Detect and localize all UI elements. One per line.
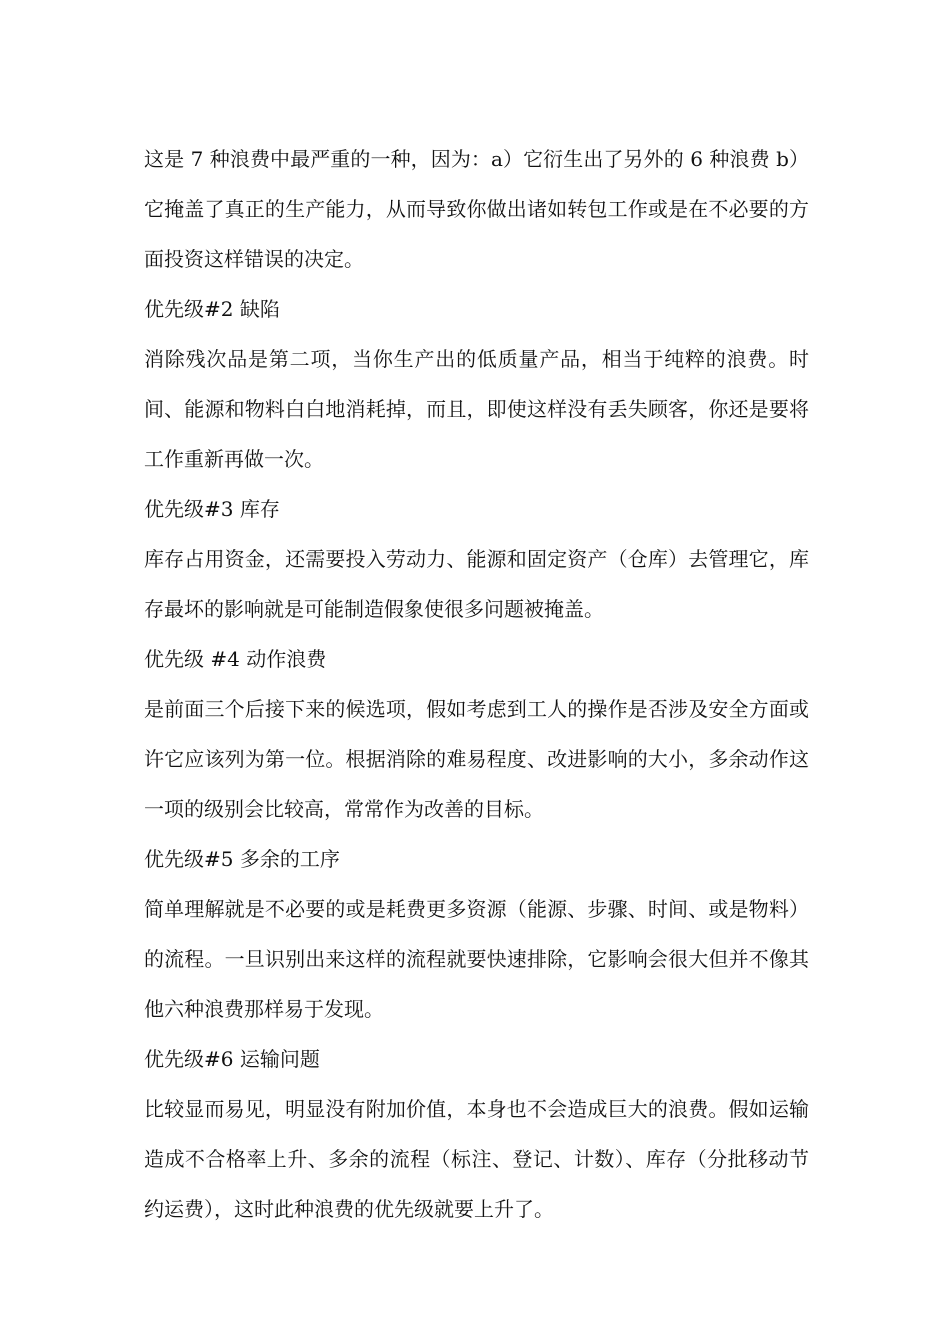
heading-priority-5: 优先级#5 多余的工序	[144, 847, 340, 871]
paragraph-overprocessing: 简单理解就是不必要的或是耗费更多资源（能源、步骤、时间、或是物料）的流程。一旦识别出来这样的流程就要快速排除，它影响会很大但并不像其他六种浪费那样易于发现。	[144, 897, 809, 1021]
paragraph-transportation: 比较显而易见，明显没有附加价值，本身也不会造成巨大的浪费。假如运输造成不合格率上升、多余的流程（标注、登记、计数）、库存（分批移动节约运费），这时此种浪费的优先级就要上升了。	[144, 1097, 809, 1221]
paragraph-defects: 消除残次品是第二项，当你生产出的低质量产品，相当于纯粹的浪费。时间、能源和物料白白地消耗掉，而且，即使这样没有丢失顾客，你还是要将工作重新再做一次。	[144, 347, 809, 471]
paragraph-motion: 是前面三个后接下来的候选项，假如考虑到工人的操作是否涉及安全方面或许它应该列为第一位。根据消除的难易程度、改进影响的大小，多余动作这一项的级别会比较高，常常作为改善的目标。	[144, 697, 809, 821]
paragraph-inventory: 库存占用资金，还需要投入劳动力、能源和固定资产（仓库）去管理它，库存最坏的影响就是可能制造假象使很多问题被掩盖。	[144, 547, 809, 621]
document-body	[144, 134, 809, 1234]
paragraph-overproduction: 这是 7 种浪费中最严重的一种，因为：a）它衍生出了另外的 6 种浪费 b）它掩盖了真正的生产能力，从而导致你做出诸如转包工作或是在不必要的方面投资这样错误的决定。	[144, 147, 809, 271]
heading-priority-2: 优先级#2 缺陷	[144, 297, 280, 321]
heading-priority-6: 优先级#6 运输问题	[144, 1047, 320, 1071]
heading-priority-4: 优先级 #4 动作浪费	[144, 647, 327, 671]
heading-priority-3: 优先级#3 库存	[144, 497, 280, 521]
